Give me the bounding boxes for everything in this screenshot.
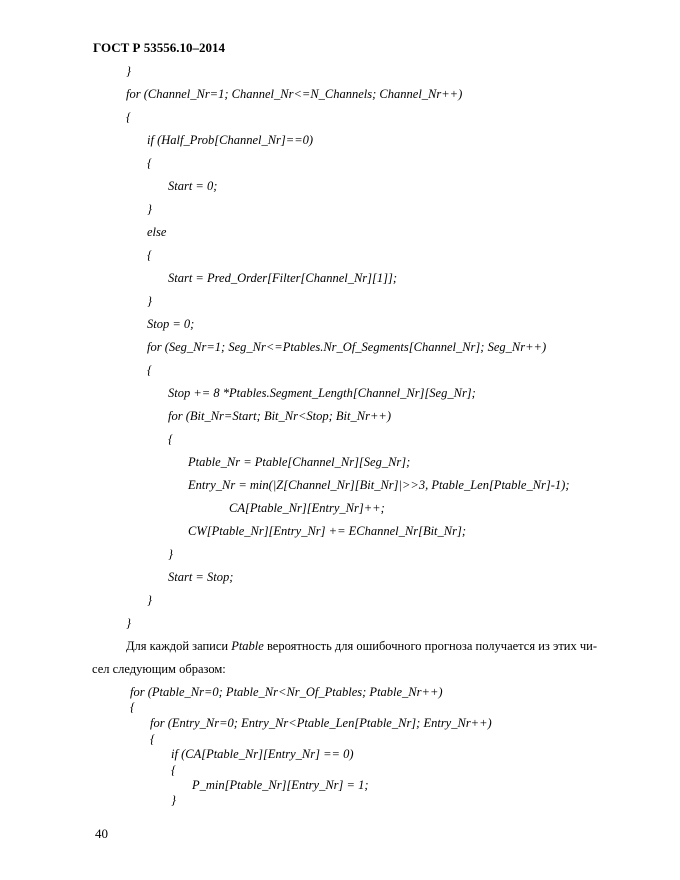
- code-line: for (Bit_Nr=Start; Bit_Nr<Stop; Bit_Nr++): [168, 409, 391, 423]
- code-line: else: [147, 225, 167, 239]
- code-line: for (Ptable_Nr=0; Ptable_Nr<Nr_Of_Ptables; Ptable_Nr++): [130, 685, 443, 699]
- paragraph-term: Ptable: [231, 639, 264, 653]
- code-line: CW[Ptable_Nr][Entry_Nr] += EChannel_Nr[Bit_Nr];: [188, 524, 467, 538]
- code-line: {: [168, 432, 173, 446]
- code-line: {: [147, 248, 152, 262]
- document-header: ГОСТ Р 53556.10–2014: [93, 40, 225, 55]
- code-line: Stop += 8 *Ptables.Segment_Length[Channel_Nr][Seg_Nr];: [168, 386, 476, 400]
- code-line: if (CA[Ptable_Nr][Entry_Nr] == 0): [171, 747, 354, 761]
- code-line: for (Entry_Nr=0; Entry_Nr<Ptable_Len[Ptable_Nr]; Entry_Nr++): [150, 716, 492, 730]
- code-line: {: [130, 700, 135, 714]
- code-line: Entry_Nr = min(|Z[Channel_Nr][Bit_Nr]|>>3, Ptable_Len[Ptable_Nr]-1);: [188, 478, 570, 492]
- body-paragraph-line-1: [126, 639, 597, 653]
- page-number: 40: [95, 826, 108, 841]
- code-line: Start = Pred_Order[Filter[Channel_Nr][1]];: [168, 271, 398, 285]
- code-line: }: [126, 64, 131, 78]
- code-line: for (Channel_Nr=1; Channel_Nr<=N_Channels; Channel_Nr++): [126, 87, 463, 101]
- paragraph-text: Для каждой записи: [126, 639, 232, 653]
- code-line: }: [147, 593, 152, 607]
- code-line: Start = 0;: [168, 179, 218, 193]
- code-line: {: [126, 110, 131, 124]
- code-line: }: [126, 616, 131, 630]
- code-line: {: [150, 732, 155, 746]
- code-line: CA[Ptable_Nr][Entry_Nr]++;: [229, 501, 385, 515]
- body-paragraph-line-2: сел следующим образом:: [92, 662, 226, 676]
- code-line: Start = Stop;: [168, 570, 234, 584]
- code-line: }: [171, 793, 176, 807]
- code-line: for (Seg_Nr=1; Seg_Nr<=Ptables.Nr_Of_Segments[Channel_Nr]; Seg_Nr++): [147, 340, 547, 354]
- code-line: }: [168, 547, 173, 561]
- code-line: {: [147, 156, 152, 170]
- code-line: {: [171, 763, 176, 777]
- code-line: }: [147, 294, 152, 308]
- code-line: if (Half_Prob[Channel_Nr]==0): [147, 133, 314, 147]
- paragraph-text: вероятность для ошибочного прогноза получается из этих чи-: [263, 639, 597, 653]
- code-line: Ptable_Nr = Ptable[Channel_Nr][Seg_Nr];: [188, 455, 411, 469]
- code-line: }: [147, 202, 152, 216]
- code-line: P_min[Ptable_Nr][Entry_Nr] = 1;: [192, 778, 369, 792]
- code-line: Stop = 0;: [147, 317, 195, 331]
- code-line: {: [147, 363, 152, 377]
